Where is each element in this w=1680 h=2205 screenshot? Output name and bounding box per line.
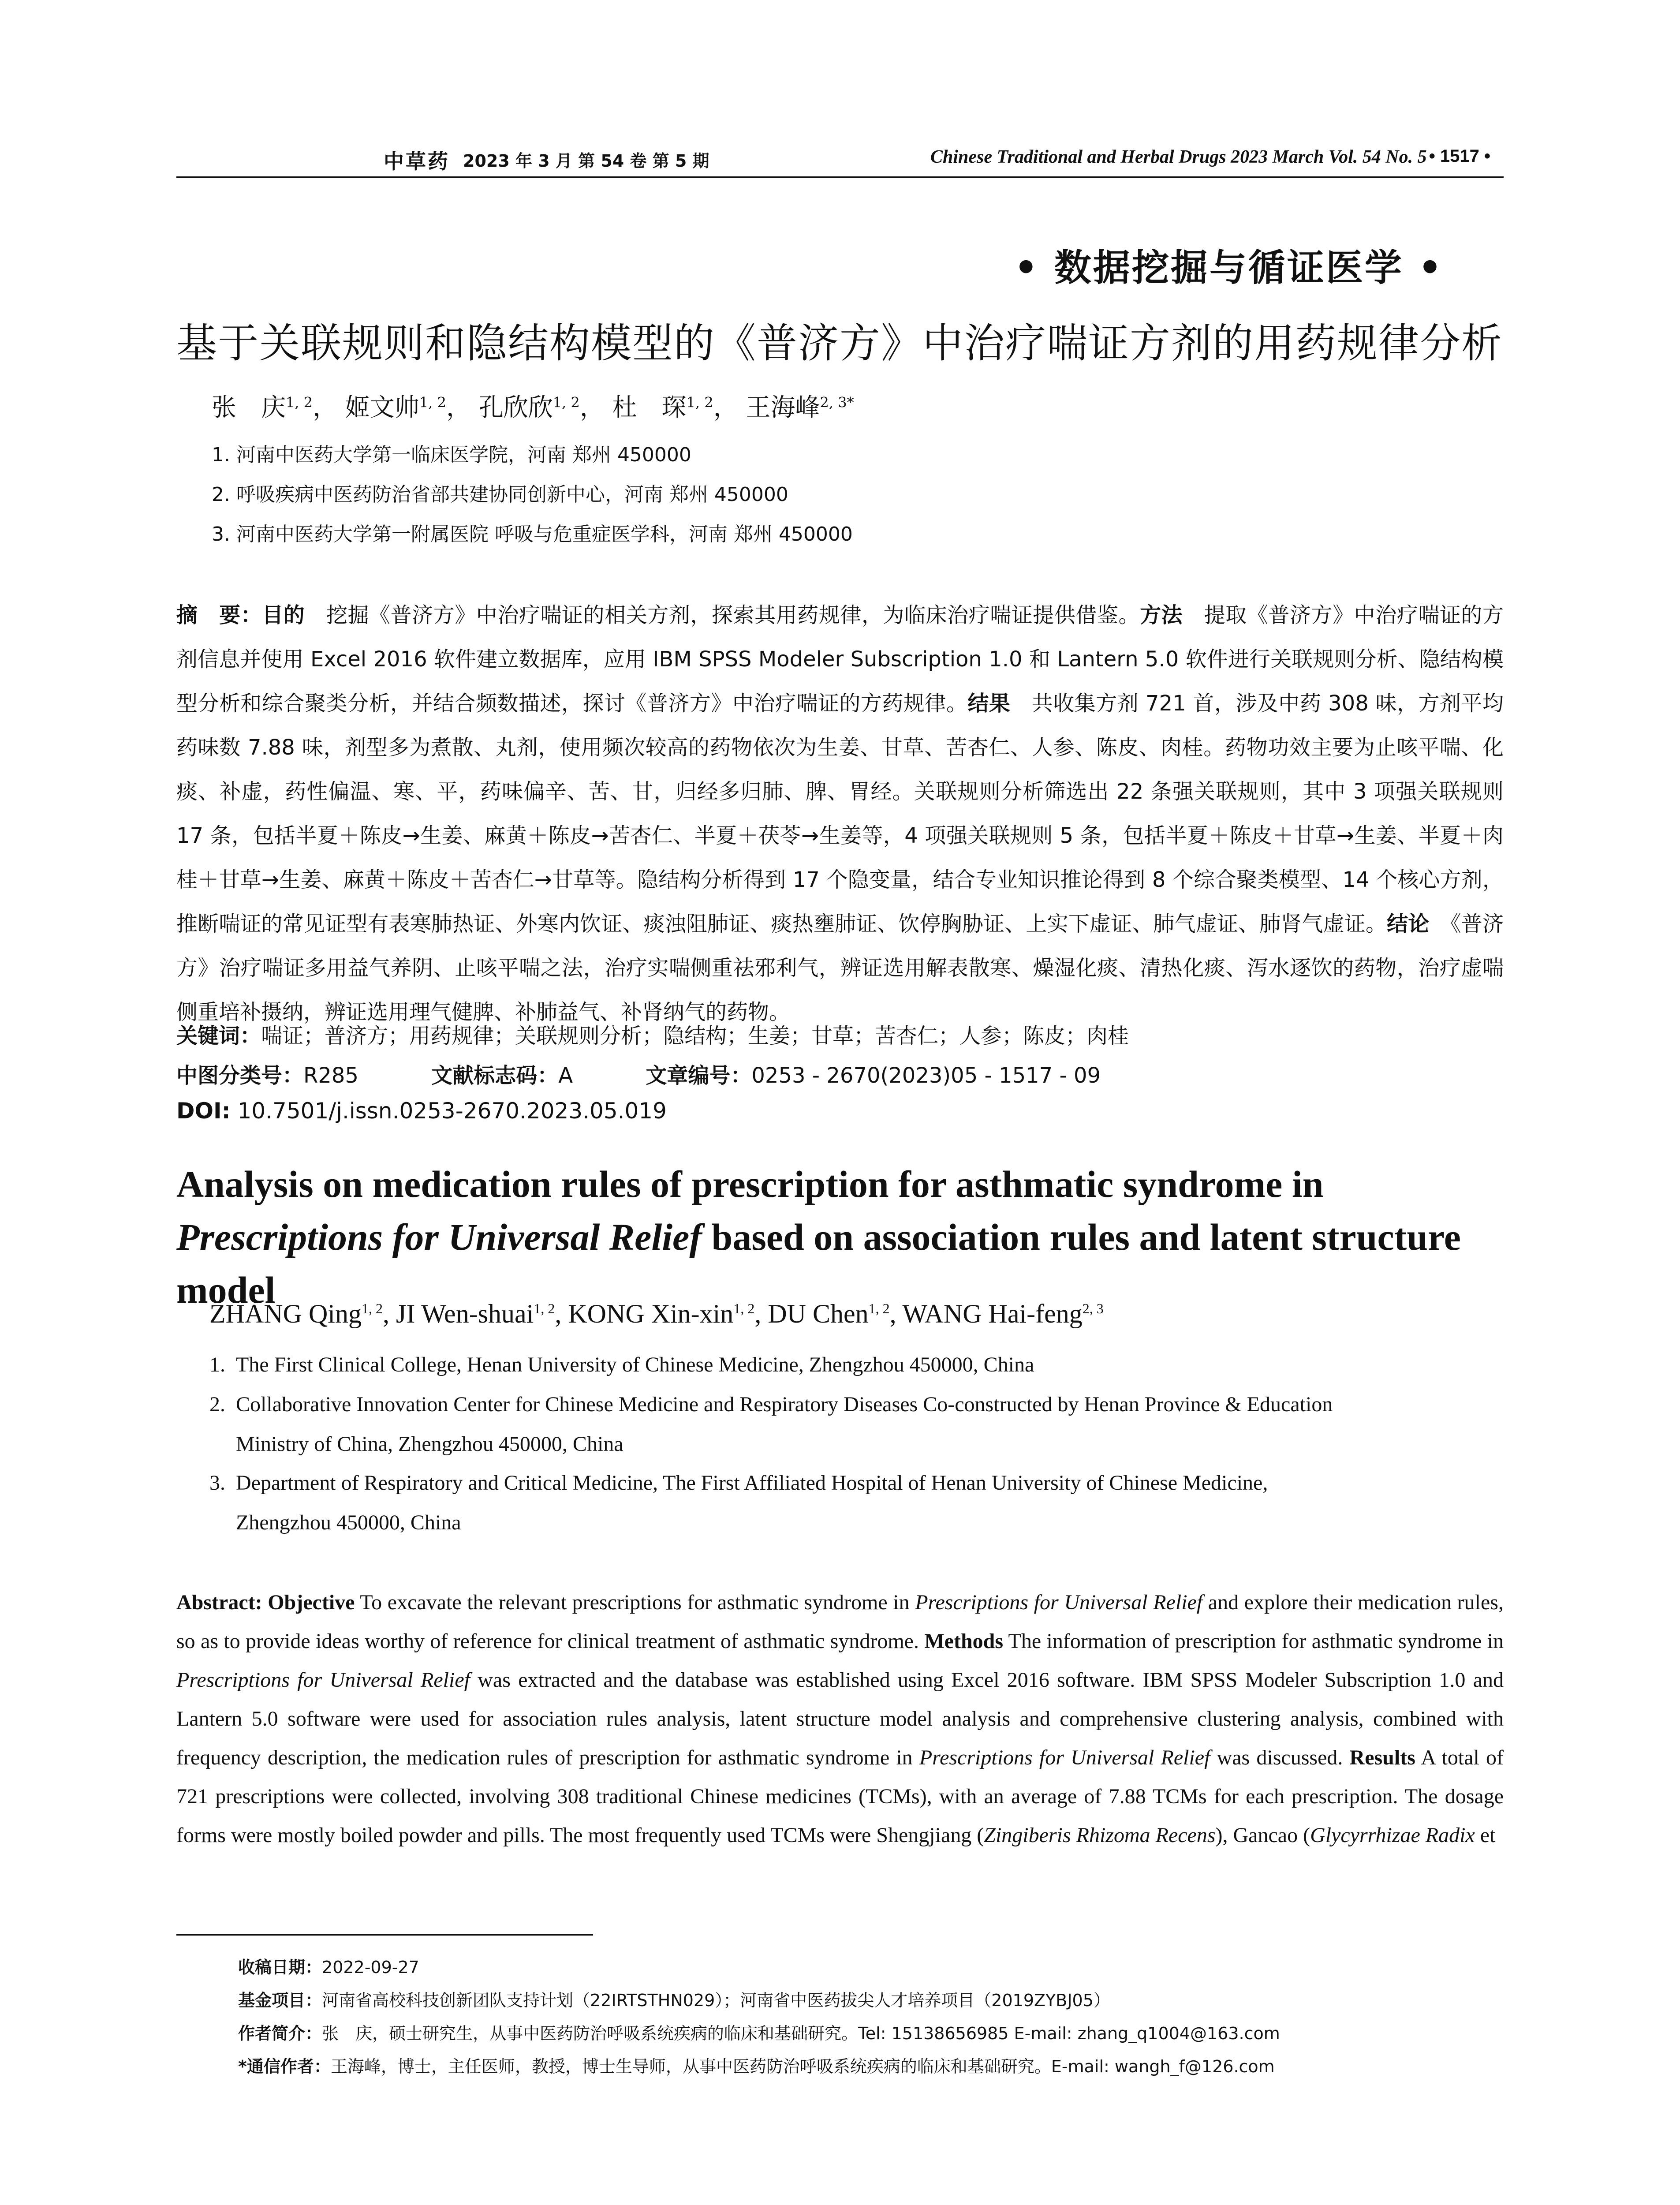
footnote-text: 张 庆，硕士研究生，从事中医药防治呼吸系统疾病的临床和基础研究。Tel: 15138656985 E-mail: zhang_q1004@163.com [322,2024,1280,2043]
issue-info-cn: 2023 年 3 月 第 54 卷 第 5 期 [463,151,709,171]
author-affiliation-marker: 1, 2 [553,394,580,411]
keywords-line [176,1019,1129,1049]
abstract-en-text: To excavate the relevant prescriptions for asthmatic syndrome in [355,1591,915,1614]
author-name: 杜 琛 [612,393,687,422]
affiliation-text: Collaborative Innovation Center for Chinese Medicine and Respiratory Diseases Co-constructed by Henan Province & Education [236,1393,1333,1416]
footnote-funding [238,1987,1110,2011]
page-number: • 1517 • [1429,146,1490,166]
footnote-text: 王海峰，博士，主任医师，教授，博士生导师，从事中医药防治呼吸系统疾病的临床和基础研究。E-mail: wangh_f@126.com [330,2057,1275,2076]
author-affiliation-marker: 2, 3* [820,394,854,411]
objective-label: 目的 [262,603,305,628]
herb-latin-name: Zingiberis Rhizoma Recens [984,1824,1216,1847]
book-title: Prescriptions for Universal Relief [915,1591,1203,1614]
objective-text: 挖掘《普济方》中治疗喘证的相关方剂，探索其用药规律，为临床治疗喘证提供借鉴。 [305,603,1140,628]
author-affiliation-marker: 1, 2 [286,394,313,411]
author-affiliation-marker: 1, 2 [534,1301,555,1316]
author-list-en: ZHANG Qing$^{1, 2}$, JI Wen-shuai$^{1, 2}$, KONG Xin-xin$^{1, 2}$, DU Chen$^{1, 2}$, WANG Hai-feng$^{2, 3}$ [209,1299,1104,1328]
doc-code-label: 文献标志码： [431,1063,559,1088]
abstract-en [176,1583,1504,1855]
affiliation-text-cont: Zhengzhou 450000, China [236,1511,461,1534]
footnote-text: 河南省高校科技创新团队支持计划（22IRTSTHN029）；河南省中医药拔尖人才培养项目（2019ZYBJ05） [322,1991,1110,2010]
doi-line [176,1098,667,1124]
affiliation-en-1 [209,1345,1501,1385]
results-label-en: Results [1349,1746,1415,1769]
author-affiliation-marker: 2, 3 [1082,1301,1104,1316]
abstract-en-text: A total of 721 prescriptions were collected, involving 308 traditional Chinese medicines (TCMs), with an average of 7.88 TCMs for each prescription. The dosage forms were mostly boiled powder and pills. The most frequently used TCMs were Shengjiang ( [176,1746,1504,1847]
affiliation-text: The First Clinical College, Henan University of Chinese Medicine, Zhengzhou 450000, China [236,1353,1034,1376]
abstract-cn-body [176,593,1504,1034]
affiliation-text-cont: Ministry of China, Zhengzhou 450000, China [236,1432,623,1456]
author-name: 王海峰 [746,393,820,422]
footnote-label: 基金项目： [238,1991,322,2010]
abstract-en-text: and explore their medication rules, so as to provide ideas worthy of reference for clinical treatment of asthmatic syndrome. [176,1591,1504,1653]
doi-link[interactable]: 10.7501/j.issn.0253-2670.2023.05.019 [230,1098,667,1124]
author-name: KONG Xin-xin [568,1299,734,1328]
title-en-book: Prescriptions for Universal Relief [176,1216,702,1258]
author-affiliation-marker: 1, 2 [361,1301,383,1316]
book-title: Prescriptions for Universal Relief [176,1668,470,1692]
abstract-en-text: The information of prescription for asthmatic syndrome in [1003,1629,1504,1653]
header-divider [176,176,1504,178]
title-en-part: Analysis on medication rules of prescription for asthmatic syndrome in [176,1163,1324,1205]
author-name: 孔欣欣 [478,393,553,422]
author-name: WANG Hai-feng [902,1299,1083,1328]
author-name: 姬文帅 [345,393,419,422]
conclusion-text: 《普济方》治疗喘证多用益气养阴、止咳平喘之法，治疗实喘侧重祛邪利气，辨证选用解表散寒、燥湿化痰、清热化痰、泻水逐饮的药物，治疗虚喘侧重培补摄纳，辨证选用理气健脾、补肺益气、补肾纳气的药物。 [176,912,1504,1024]
abstract-en-label: Abstract: Objective [176,1591,355,1614]
doi-label: DOI: [176,1098,231,1124]
affiliation-number: 2. [209,1393,225,1416]
affiliation-cn-1: 1. 河南中医药大学第一临床医学院，河南 郑州 450000 [212,444,691,466]
author-affiliation-marker: 1, 2 [733,1301,755,1316]
author-name: DU Chen [768,1299,869,1328]
book-title: Prescriptions for Universal Relief [919,1746,1210,1769]
section-label: • 数据挖掘与循证医学 • [1014,246,1444,289]
author-name: ZHANG Qing [209,1299,362,1328]
affiliation-number: 3. [209,1471,225,1495]
author-affiliation-marker: 1, 2 [419,394,446,411]
journal-logo: 中草药 [384,149,450,173]
footnote-author-bio [238,2020,1280,2044]
classification-line [176,1058,1167,1089]
methods-label-en: Methods [924,1629,1004,1653]
footnote-received [238,1954,419,1978]
affiliation-cn-3: 3. 河南中医药大学第一附属医院 呼吸与危重症医学科，河南 郑州 450000 [212,523,853,546]
title-en-part: based on association rules and latent structure model [176,1216,1461,1311]
author-name: JI Wen-shuai [396,1299,534,1328]
conclusion-label: 结论 [1387,912,1430,936]
abstract-en-text: ), Gancao ( [1215,1824,1310,1847]
results-label: 结果 [967,691,1011,716]
author-list-cn: 张 庆$^{1, 2}$， 姬文帅$^{1, 2}$， 孔欣欣$^{1, 2}$， 杜 琛$^{1, 2}$， 王海峰$^{2, 3*}$ [212,393,854,422]
doc-code-value: A [558,1063,573,1088]
issue-info-en: Chinese Traditional and Herbal Drugs 2023 March Vol. 54 No. 5 [930,147,1427,167]
abstract-cn [176,593,1504,1034]
article-no-label: 文章编号： [646,1063,752,1088]
abstract-cn-label: 摘 要： [176,603,262,628]
affiliation-number: 1. [209,1353,225,1376]
affiliation-en-2 [209,1385,1501,1464]
footnote-label: 作者简介： [238,2024,322,2043]
footnote-label: 收稿日期： [238,1958,322,1977]
abstract-en-text: et [1475,1824,1496,1847]
footnote-label: *通信作者： [238,2057,331,2076]
author-affiliation-marker: 1, 2 [686,394,713,411]
clc-label: 中图分类号： [176,1063,304,1088]
affiliation-text: Department of Respiratory and Critical Medicine, The First Affiliated Hospital of Henan University of Chinese Medicine, [236,1471,1268,1495]
affiliation-cn-2: 2. 呼吸疾病中医药防治省部共建协同创新中心，河南 郑州 450000 [212,483,788,506]
keywords-label: 关键词： [176,1024,261,1048]
article-title-en [176,1158,1526,1316]
keywords-text: 喘证；普济方；用药规律；关联规则分析；隐结构；生姜；甘草；苦杏仁；人参；陈皮；肉桂 [261,1024,1129,1048]
running-header [176,146,1504,172]
methods-text: 提取《普济方》中治疗喘证的方剂信息并使用 Excel 2016 软件建立数据库，应用 IBM SPSS Modeler Subscription 1.0 和 Lantern 5.0 软件进行关联规则分析、隐结构模型分析和综合聚类分析，并结合频数描述，探讨《普济方》中治疗喘证的方药规律。 [176,603,1504,716]
abstract-en-text: was extracted and the database was established using Excel 2016 software. IBM SPSS Modeler Subscription 1.0 and Lantern 5.0 software were used for association rules analysis, latent structure model analysis and comprehensive clustering analysis, combined with frequency description, the medication rules of prescription for asthmatic syndrome in [176,1668,1504,1769]
author-name: 张 庆 [212,393,286,422]
methods-label: 方法 [1140,603,1183,628]
clc-value: R285 [303,1063,358,1088]
article-no-value: 0253 - 2670(2023)05 - 1517 - 09 [751,1063,1101,1088]
author-affiliation-marker: 1, 2 [868,1301,890,1316]
article-title-cn: 基于关联规则和隐结构模型的《普济方》中治疗喘证方剂的用药规律分析 [176,320,1503,367]
abstract-en-text: was discussed. [1210,1746,1350,1769]
herb-latin-name: Glycyrrhizae Radix [1310,1824,1475,1847]
results-text: 共收集方剂 721 首，涉及中药 308 味，方剂平均药味数 7.88 味，剂型多为煮散、丸剂，使用频次较高的药物依次为生姜、甘草、苦杏仁、人参、陈皮、肉桂。药物功效主要为止咳平喘、化痰、补虚，药性偏温、寒、平，药味偏辛、苦、甘，归经多归肺、脾、胃经。关联规则分析筛选出 22 条强关联规则，其中 3 项强关联规则 17 条，包括半夏＋陈皮→生姜、麻黄＋陈皮→苦杏仁、半夏＋茯苓→生姜等，4 项强关联规则 5 条，包括半夏＋陈皮＋甘草→生姜、半夏＋肉桂＋甘草→生姜、麻黄＋陈皮＋苦杏仁→甘草等。隐结构分析得到 17 个隐变量，结合专业知识推论得到 8 个综合聚类模型、14 个核心方剂，推断喘证的常见证型有表寒肺热证、外寒内饮证、痰浊阻肺证、痰热壅肺证、饮停胸胁证、上实下虚证、肺气虚证、肺肾气虚证。 [176,691,1504,936]
footnote-corresponding [238,2053,1275,2077]
footnote-divider [176,1934,593,1936]
footnote-text: 2022-09-27 [322,1958,419,1977]
affiliation-en-3 [209,1463,1501,1543]
